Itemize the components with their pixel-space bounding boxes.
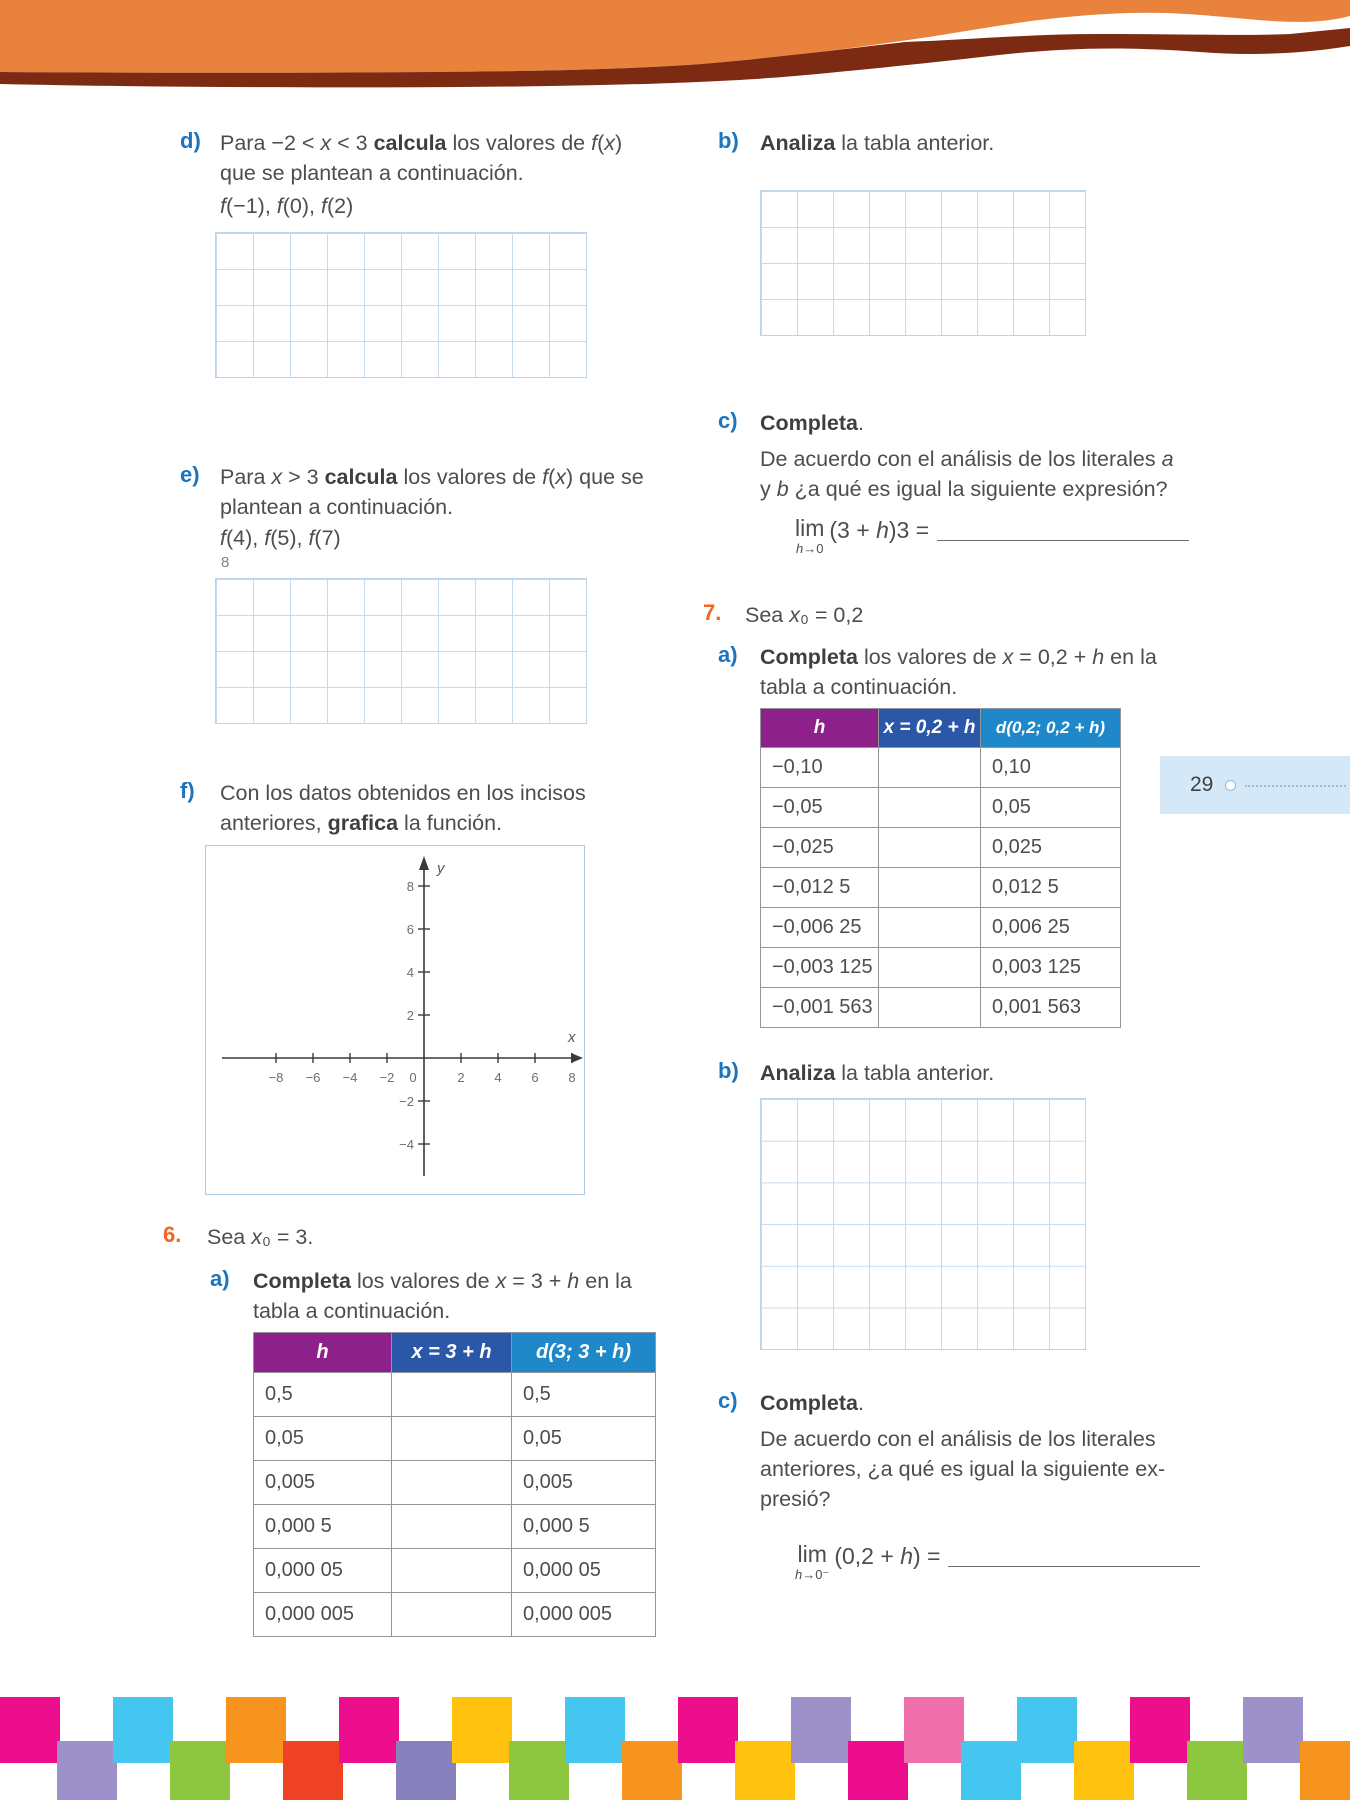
item-6a-line2: tabla a continuación. (253, 1299, 451, 1323)
cell-x-blank[interactable] (392, 1417, 512, 1461)
item-7a-line2: tabla a continuación. (760, 675, 958, 699)
answer-grid-e[interactable] (215, 578, 587, 724)
footer-stripe (1300, 1741, 1350, 1800)
answer-line-2[interactable] (948, 1542, 1200, 1567)
item-c1-line2: y b ¿a qué es igual la siguiente expresión? (760, 477, 1168, 501)
y-tick-label: −4 (399, 1137, 414, 1152)
page-number: 29 (1190, 773, 1214, 796)
item-6-number: 6. (163, 1222, 182, 1247)
y-axis-arrow-icon (419, 856, 429, 870)
item-6a-line1: Completa los valores de x = 3 + h en la (253, 1269, 632, 1293)
item-b1-text: Analiza la tabla anterior. (760, 131, 995, 155)
table-row (761, 908, 1121, 948)
footer-stripe (904, 1697, 964, 1763)
lim-expression-text: (3 + h)3 = (829, 517, 930, 543)
item-b2-text: Analiza la tabla anterior. (760, 1061, 995, 1085)
answer-grid-b1[interactable] (760, 190, 1086, 336)
x-tick-label: 8 (568, 1070, 576, 1085)
table-row (254, 1593, 656, 1637)
cell-x-blank[interactable] (392, 1461, 512, 1505)
item-e-line2: plantean a continuación. (220, 495, 454, 519)
footer-stripe (961, 1741, 1021, 1800)
item-e-stray-8: 8 (221, 554, 230, 571)
answer-grid-d[interactable] (215, 232, 587, 378)
limit-expression-2 (795, 1542, 1200, 1583)
cell-x-blank[interactable] (392, 1549, 512, 1593)
item-7-title: Sea x₀ = 0,2 (745, 603, 864, 627)
x-tick-label: −4 (342, 1070, 358, 1085)
y-tick-label: 8 (406, 879, 414, 894)
table-row (254, 1417, 656, 1461)
cell-h: 0,5 (254, 1373, 392, 1417)
table-x0-3 (253, 1332, 656, 1637)
cell-d: 0,10 (981, 748, 1121, 788)
cell-d: 0,001 563 (981, 988, 1121, 1028)
footer-stripe (1130, 1697, 1190, 1763)
cell-h: −0,05 (761, 788, 879, 828)
footer-stripe (283, 1741, 343, 1800)
cell-d: 0,012 5 (981, 868, 1121, 908)
dotted-leader (1245, 784, 1346, 787)
cell-h: 0,000 5 (254, 1505, 392, 1549)
footer-stripe (170, 1741, 230, 1800)
table-row (761, 948, 1121, 988)
lim-subscript: h→0 (795, 541, 824, 556)
footer-stripe (452, 1697, 512, 1763)
item-e-marker: e) (180, 462, 200, 487)
item-d-marker: d) (180, 128, 201, 153)
x-tick-label: −8 (268, 1070, 284, 1085)
cell-d: 0,003 125 (981, 948, 1121, 988)
item-6-title: Sea x₀ = 3. (207, 1225, 314, 1249)
item-f-marker: f) (180, 778, 195, 803)
item-c2-line1: De acuerdo con el análisis de los literales (760, 1427, 1156, 1451)
table-row (254, 1461, 656, 1505)
item-d-line1: Para −2 < x < 3 calcula los valores de f(x) (220, 131, 623, 155)
cell-h: −0,006 25 (761, 908, 879, 948)
table-row (761, 828, 1121, 868)
origin-label: 0 (409, 1070, 417, 1085)
x-tick-label: 2 (457, 1070, 465, 1085)
table-row (761, 868, 1121, 908)
dot-icon (1225, 780, 1236, 791)
x-tick-label: 4 (494, 1070, 502, 1085)
table6-header-x: x = 3 + h (392, 1333, 512, 1373)
footer-stripe (622, 1741, 682, 1800)
footer-stripes (0, 1697, 1350, 1800)
footer-stripe (565, 1697, 625, 1763)
footer-stripe (509, 1741, 569, 1800)
table-row (761, 788, 1121, 828)
cell-h: −0,025 (761, 828, 879, 868)
table6-header-h: h (254, 1333, 392, 1373)
item-c1-line1: De acuerdo con el análisis de los literales a (760, 447, 1174, 471)
cell-h: −0,012 5 (761, 868, 879, 908)
x-axis-label: x (568, 1029, 576, 1046)
footer-stripe (113, 1697, 173, 1763)
item-7a-line1: Completa los valores de x = 0,2 + h en la (760, 645, 1157, 669)
item-c2-marker: c) (718, 1388, 738, 1413)
item-e-formula: f(4), f(5), f(7) (220, 526, 341, 550)
cell-d: 0,025 (981, 828, 1121, 868)
cell-x-blank[interactable] (879, 948, 981, 988)
y-axis-label: y (437, 860, 445, 877)
coordinate-plane (206, 846, 584, 1194)
footer-stripe (57, 1741, 117, 1800)
y-tick-label: −2 (399, 1094, 414, 1109)
item-e-line1: Para x > 3 calcula los valores de f(x) que se (220, 465, 644, 489)
y-tick-label: 4 (406, 965, 414, 980)
item-f-line2: anteriores, grafica la función. (220, 811, 503, 835)
cell-x-blank[interactable] (392, 1505, 512, 1549)
item-c2-line2: anteriores, ¿a qué es igual la siguiente ex- (760, 1457, 1166, 1481)
cell-d: 0,000 005 (512, 1593, 656, 1637)
x-tick-label: −2 (379, 1070, 395, 1085)
top-banner-wave (0, 0, 1350, 105)
x-tick-label: −6 (305, 1070, 321, 1085)
table-row (761, 748, 1121, 788)
table-row (761, 988, 1121, 1028)
cell-x-blank[interactable] (392, 1593, 512, 1637)
lim-word: lim (795, 515, 825, 541)
footer-stripe (1017, 1697, 1077, 1763)
footer-stripe (735, 1741, 795, 1800)
cell-d: 0,000 05 (512, 1549, 656, 1593)
footer-stripe (1187, 1741, 1247, 1800)
footer-stripe (1074, 1741, 1134, 1800)
cell-h: 0,000 005 (254, 1593, 392, 1637)
cell-h: 0,000 05 (254, 1549, 392, 1593)
y-tick-label: 6 (406, 922, 414, 937)
cell-x-blank[interactable] (879, 828, 981, 868)
item-c2-title: Completa. (760, 1391, 864, 1415)
answer-grid-b2[interactable] (760, 1098, 1086, 1350)
footer-stripe (0, 1697, 60, 1763)
table-row (254, 1549, 656, 1593)
item-b1-marker: b) (718, 128, 739, 153)
table7-header-h: h (761, 709, 879, 748)
table-row (254, 1505, 656, 1549)
item-f-line1: Con los datos obtenidos en los incisos (220, 781, 586, 805)
table6-header-d: d(3; 3 + h) (512, 1333, 656, 1373)
cell-h: −0,001 563 (761, 988, 879, 1028)
table7-header-x: x = 0,2 + h (879, 709, 981, 748)
x-tick-label: 6 (531, 1070, 539, 1085)
footer-stripe (396, 1741, 456, 1800)
item-d-formula: f(−1), f(0), f(2) (220, 194, 354, 218)
item-7-number: 7. (703, 600, 722, 625)
cell-d: 0,000 5 (512, 1505, 656, 1549)
table7-header-d: d(0,2; 0,2 + h) (981, 709, 1121, 748)
item-c1-title: Completa. (760, 411, 864, 435)
cell-d: 0,5 (512, 1373, 656, 1417)
cell-d: 0,05 (981, 788, 1121, 828)
footer-stripe (1243, 1697, 1303, 1763)
cell-x-blank[interactable] (879, 988, 981, 1028)
cell-x-blank[interactable] (392, 1373, 512, 1417)
table-x0-02 (760, 708, 1121, 1028)
footer-stripe (848, 1741, 908, 1800)
cell-h: 0,005 (254, 1461, 392, 1505)
item-b2-marker: b) (718, 1058, 739, 1083)
item-c2-line3: presió? (760, 1487, 831, 1511)
footer-stripe (791, 1697, 851, 1763)
lim-word: lim (797, 1541, 827, 1567)
table-row (254, 1373, 656, 1417)
limit-expression-1 (795, 516, 1189, 556)
lim-expression-text: (0,2 + h) = (834, 1543, 941, 1569)
item-6a-marker: a) (210, 1266, 230, 1291)
page-number-tab (1160, 756, 1350, 814)
cell-d: 0,05 (512, 1417, 656, 1461)
item-c1-marker: c) (718, 408, 738, 433)
footer-stripe (678, 1697, 738, 1763)
item-d-line2: que se plantean a continuación. (220, 161, 524, 185)
lim-subscript: h→0⁻ (795, 1567, 830, 1582)
footer-stripe (226, 1697, 286, 1763)
cell-h: 0,05 (254, 1417, 392, 1461)
cell-x-blank[interactable] (879, 748, 981, 788)
y-tick-label: 2 (406, 1008, 414, 1023)
cell-d: 0,006 25 (981, 908, 1121, 948)
cell-x-blank[interactable] (879, 908, 981, 948)
item-7a-marker: a) (718, 642, 738, 667)
cell-x-blank[interactable] (879, 788, 981, 828)
cell-h: −0,10 (761, 748, 879, 788)
cell-d: 0,005 (512, 1461, 656, 1505)
coordinate-plane-box[interactable] (205, 845, 585, 1195)
cell-h: −0,003 125 (761, 948, 879, 988)
x-axis-arrow-icon (571, 1053, 583, 1063)
cell-x-blank[interactable] (879, 868, 981, 908)
footer-stripe (339, 1697, 399, 1763)
answer-line-1[interactable] (937, 516, 1189, 541)
